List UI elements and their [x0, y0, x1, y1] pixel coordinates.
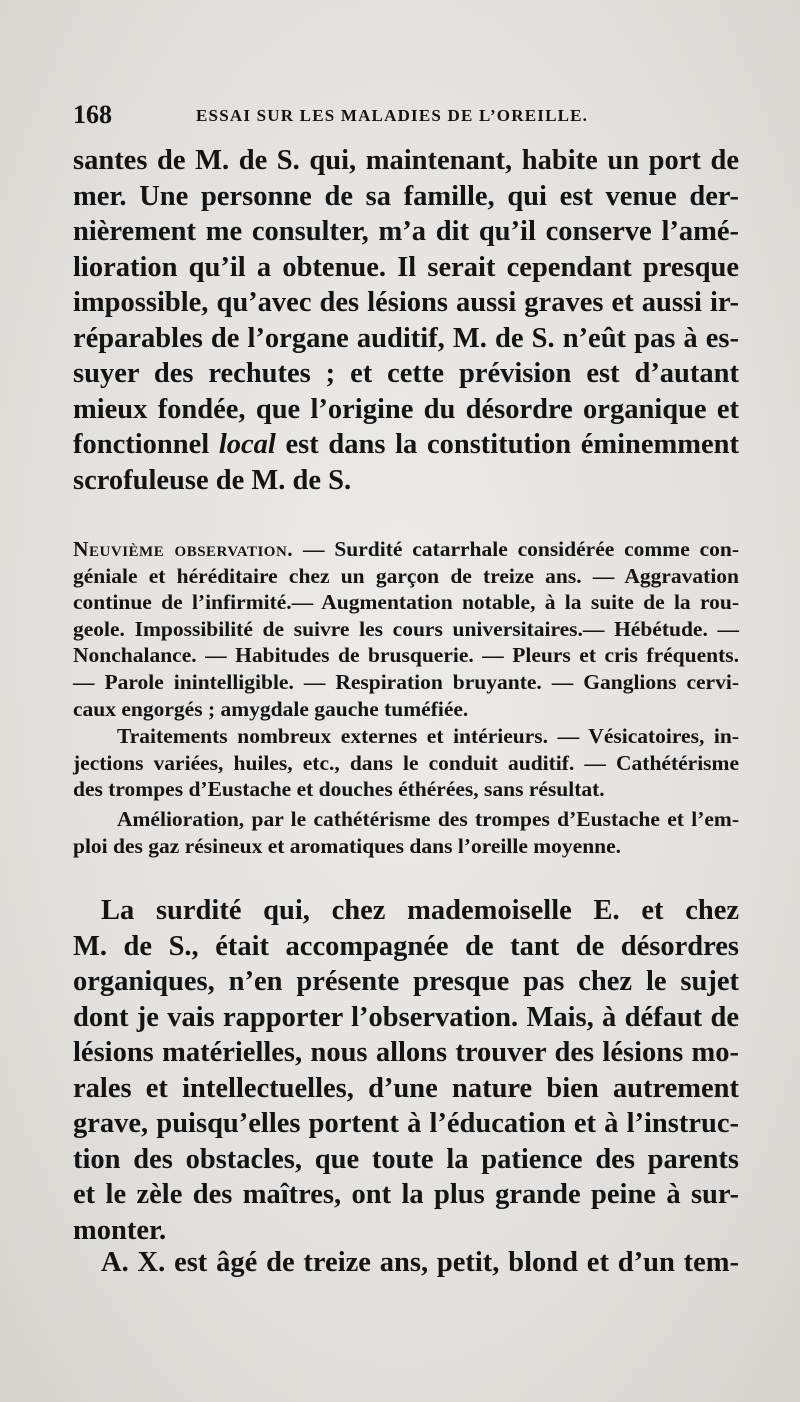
text-line: Traitements nombreux externes et intérieurs. — Vésicatoires, in-	[117, 724, 739, 748]
text-line: — Parole inintelligible. — Respiration bruyante. — Ganglions cervi-	[73, 669, 739, 694]
text-line: monter.	[73, 1214, 167, 1246]
observation-first-line	[73, 536, 739, 563]
text-segment: — Surdité catarrhale considérée comme con-	[293, 537, 739, 561]
text-line: dont je vais rapporter l’observation. Mais, à défaut de	[73, 1001, 739, 1033]
observation-result	[73, 806, 739, 859]
page-number: 168	[73, 100, 112, 129]
text-line: mieux fondée, que l’origine du désordre organique et	[73, 393, 739, 425]
text-line: A. X. est âgé de treize ans, petit, blond et d’un tem-	[101, 1247, 739, 1278]
text-line: lésions matérielles, nous allons trouver des lésions mo-	[73, 1037, 739, 1068]
observation-heading: Neuvième observation.	[73, 537, 294, 561]
text-line: grave, puisqu’elles portent à l’éducation et à l’instruc-	[73, 1108, 739, 1139]
italic-word: local	[218, 429, 276, 460]
text-segment: est dans la constitution éminemment	[275, 429, 739, 460]
paragraph-2	[73, 893, 739, 1248]
text-line: jections variées, huiles, etc., dans le conduit auditif. — Cathétérisme	[73, 750, 739, 775]
observation-summary	[73, 536, 739, 722]
text-line: M. de S., était accompagnée de tant de désordres	[73, 930, 739, 962]
paragraph-1	[73, 143, 739, 498]
text-line: rales et intellectuelles, d’une nature bien autrement	[73, 1072, 739, 1104]
text-line: santes de M. de S. qui, maintenant, habite un port de	[73, 145, 739, 176]
page-header	[73, 100, 745, 136]
text-line: lioration qu’il a obtenue. Il serait cependant presque	[73, 251, 739, 283]
text-line: des trompes d’Eustache et douches éthérées, sans résultat.	[73, 777, 605, 802]
running-title: ESSAI SUR LES MALADIES DE L’OREILLE.	[196, 106, 589, 125]
text-line: continue de l’infirmité.— Augmentation notable, à la suite de la rou-	[73, 590, 739, 615]
text-line: et le zèle des maîtres, ont la plus grande peine à sur-	[73, 1179, 739, 1210]
text-line: impossible, qu’avec des lésions aussi graves et aussi ir-	[73, 287, 739, 318]
paragraph-3	[73, 1245, 739, 1281]
text-line: organiques, n’en présente presque pas chez le sujet	[73, 966, 739, 997]
text-line: nièrement me consulter, m’a dit qu’il conserve l’amé-	[73, 216, 739, 247]
text-line: scrofuleuse de M. de S.	[73, 464, 352, 496]
text-line: La surdité qui, chez mademoiselle E. et chez	[101, 895, 739, 926]
text-line: géniale et héréditaire chez un garçon de treize ans. — Aggravation	[73, 563, 739, 588]
observation-treatment	[73, 723, 739, 803]
text-line: caux engorgés ; amygdale gauche tuméfiée.	[73, 696, 469, 721]
text-line: suyer des rechutes ; et cette prévision est d’autant	[73, 358, 739, 389]
text-segment: fonctionnel	[73, 429, 219, 460]
text-line: Nonchalance. — Habitudes de brusquerie. — Pleurs et cris fréquents.	[73, 643, 739, 668]
text-line: Amélioration, par le cathétérisme des trompes d’Eustache et l’em-	[117, 807, 739, 831]
text-line: geole. Impossibilité de suivre les cours universitaires.— Hébétude. —	[73, 616, 739, 641]
text-line: mer. Une personne de sa famille, qui est venue der-	[73, 180, 739, 212]
text-line: ploi des gaz résineux et aromatiques dans l’oreille moyenne.	[73, 833, 622, 858]
text-line: réparables de l’organe auditif, M. de S. n’eût pas à es-	[73, 322, 739, 354]
text-line: tion des obstacles, que toute la patience des parents	[73, 1143, 739, 1175]
text-line	[73, 427, 739, 463]
